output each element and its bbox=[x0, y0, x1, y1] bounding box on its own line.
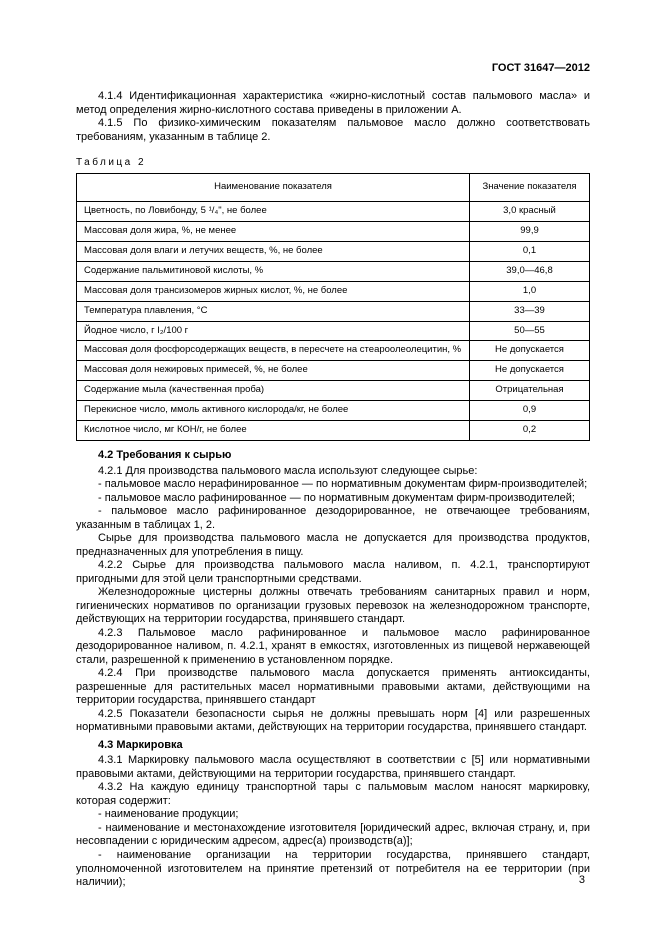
indicator-value: Не допускается bbox=[470, 341, 590, 361]
doc-number: ГОСТ 31647—2012 bbox=[491, 62, 590, 74]
table-row bbox=[77, 201, 590, 221]
paragraph-4-1-5: 4.1.5 По физико-химическим показателям пальмовое масло должно соответствовать требованиям, указанным в таблице 2. bbox=[76, 117, 590, 143]
indicator-name: Массовая доля влаги и летучих веществ, %, не более bbox=[77, 241, 470, 261]
table-row bbox=[77, 381, 590, 401]
list-item: - наименование организации на территории государства, принявшего стандарт, уполномоченной изготовителем на принятие претензий от потребителя на ее территории (при наличии); bbox=[76, 849, 590, 889]
indicator-value: 0,9 bbox=[470, 401, 590, 421]
indicator-name: Массовая доля фосфорсодержащих веществ, в пересчете на стеароолеолецитин, % bbox=[77, 341, 470, 361]
paragraph: Железнодорожные цистерны должны отвечать требованиям санитарных правил и норм, гигиенических нормативов по организации грузовых перевозок на железнодорожном транспорте, действующих на территории государства, принявшего стандарт. bbox=[76, 586, 590, 626]
indicator-name: Цветность, по Ловибонду, 5 ¹/₄", не более bbox=[77, 201, 470, 221]
table-row bbox=[77, 301, 590, 321]
paragraph-4-2-1: 4.2.1 Для производства пальмового масла используют следующее сырье: bbox=[98, 464, 478, 477]
indicator-name: Йодное число, г I₂/100 г bbox=[77, 321, 470, 341]
table-row bbox=[77, 421, 590, 441]
paragraph-4-2-4: 4.2.4 При производстве пальмового масла допускается применять антиоксиданты, разрешенные для растительных масел нормативными правовыми актами, действующими на территории государства, принявшего стандарт bbox=[76, 667, 590, 707]
indicator-name: Массовая доля нежировых примесей, %, не более bbox=[77, 361, 470, 381]
paragraph-4-1-4: 4.1.4 Идентификационная характеристика «жирно-кислотный состав пальмового масла» и метод определения жирно-кислотного состава приведены в приложении А. bbox=[76, 90, 590, 116]
table-row bbox=[77, 241, 590, 261]
paragraph-4-3-2: 4.3.2 На каждую единицу транспортной тары с пальмовым маслом наносят маркировку, которая содержит: bbox=[76, 781, 590, 807]
table-row bbox=[77, 261, 590, 281]
table-row bbox=[77, 401, 590, 421]
indicator-value: 99,9 bbox=[470, 221, 590, 241]
paragraph-4-2-2: 4.2.2 Сырье для производства пальмового масла наливом, п. 4.2.1, транспортируют пригодными для этой цели транспортными средствами. bbox=[76, 559, 590, 585]
paragraph: Сырье для производства пальмового масла не допускается для производства продуктов, предназначенных для употребления в пищу. bbox=[76, 532, 590, 558]
section-heading-4-2: 4.2 Требования к сырью bbox=[98, 449, 232, 462]
indicator-value: Отрицательная bbox=[470, 381, 590, 401]
section-heading-4-3: 4.3 Маркировка bbox=[98, 738, 183, 751]
indicator-value: 3,0 красный bbox=[470, 201, 590, 221]
table-label: Таблица 2 bbox=[76, 157, 147, 169]
document-body bbox=[76, 449, 590, 890]
table-row bbox=[77, 341, 590, 361]
indicator-value: 0,1 bbox=[470, 241, 590, 261]
list-item: - наименование и местонахождение изготовителя [юридический адрес, включая страну, и, при несовпадении с юридическим адресом, адрес(а) производств(а)]; bbox=[76, 821, 590, 848]
indicator-value: 0,2 bbox=[470, 421, 590, 441]
indicator-value: 50—55 bbox=[470, 321, 590, 341]
indicators-table bbox=[76, 173, 590, 441]
indicator-value: 1,0 bbox=[470, 281, 590, 301]
list-item: - пальмовое масло рафинированное дезодорированное, не отвечающее требованиям, указанным в таблицах 1, 2. bbox=[76, 505, 590, 531]
indicator-value: 33—39 bbox=[470, 301, 590, 321]
column-header-name: Наименование показателя bbox=[77, 174, 470, 202]
table-row bbox=[77, 281, 590, 301]
paragraph-4-2-3: 4.2.3 Пальмовое масло рафинированное и пальмовое масло рафинированное дезодорированное наливом, п. 4.2.1, хранят в емкостях, изготовленных из пищевой нержавеющей стали, разрешенной к применению в установленном порядке. bbox=[76, 626, 590, 666]
indicator-name: Кислотное число, мг КОН/г, не более bbox=[77, 421, 470, 441]
paragraph-4-3-1: 4.3.1 Маркировку пальмового масла осуществляют в соответствии с [5] или нормативными правовыми актами, действующими на территории государства, принявшего стандарт. bbox=[76, 754, 590, 780]
table-row bbox=[77, 221, 590, 241]
indicator-name: Массовая доля трансизомеров жирных кислот, %, не более bbox=[77, 281, 470, 301]
indicator-name: Содержание пальмитиновой кислоты, % bbox=[77, 261, 470, 281]
list-item: - пальмовое масло рафинированное — по нормативным документам фирм-производителей; bbox=[98, 491, 575, 504]
table-row bbox=[77, 361, 590, 381]
indicator-name: Содержание мыла (качественная проба) bbox=[77, 381, 470, 401]
indicator-name: Массовая доля жира, %, не менее bbox=[77, 221, 470, 241]
page-number: 3 bbox=[578, 874, 585, 886]
list-item: - пальмовое масло нерафинированное — по нормативным документам фирм-производителей; bbox=[98, 478, 588, 491]
table-header-row bbox=[77, 174, 590, 202]
indicator-name: Температура плавления, °С bbox=[77, 301, 470, 321]
indicator-name: Перекисное число, ммоль активного кислорода/кг, не более bbox=[77, 401, 470, 421]
paragraph-4-2-5: 4.2.5 Показатели безопасности сырья не должны превышать норм [4] или разрешенных нормативными правовыми актами, действующих на территории государства, принявшего стандарт. bbox=[76, 707, 590, 734]
indicator-value: Не допускается bbox=[470, 361, 590, 381]
indicator-value: 39,0—46,8 bbox=[470, 261, 590, 281]
table-row bbox=[77, 321, 590, 341]
list-item: - наименование продукции; bbox=[98, 808, 239, 821]
column-header-value: Значение показателя bbox=[470, 174, 590, 202]
